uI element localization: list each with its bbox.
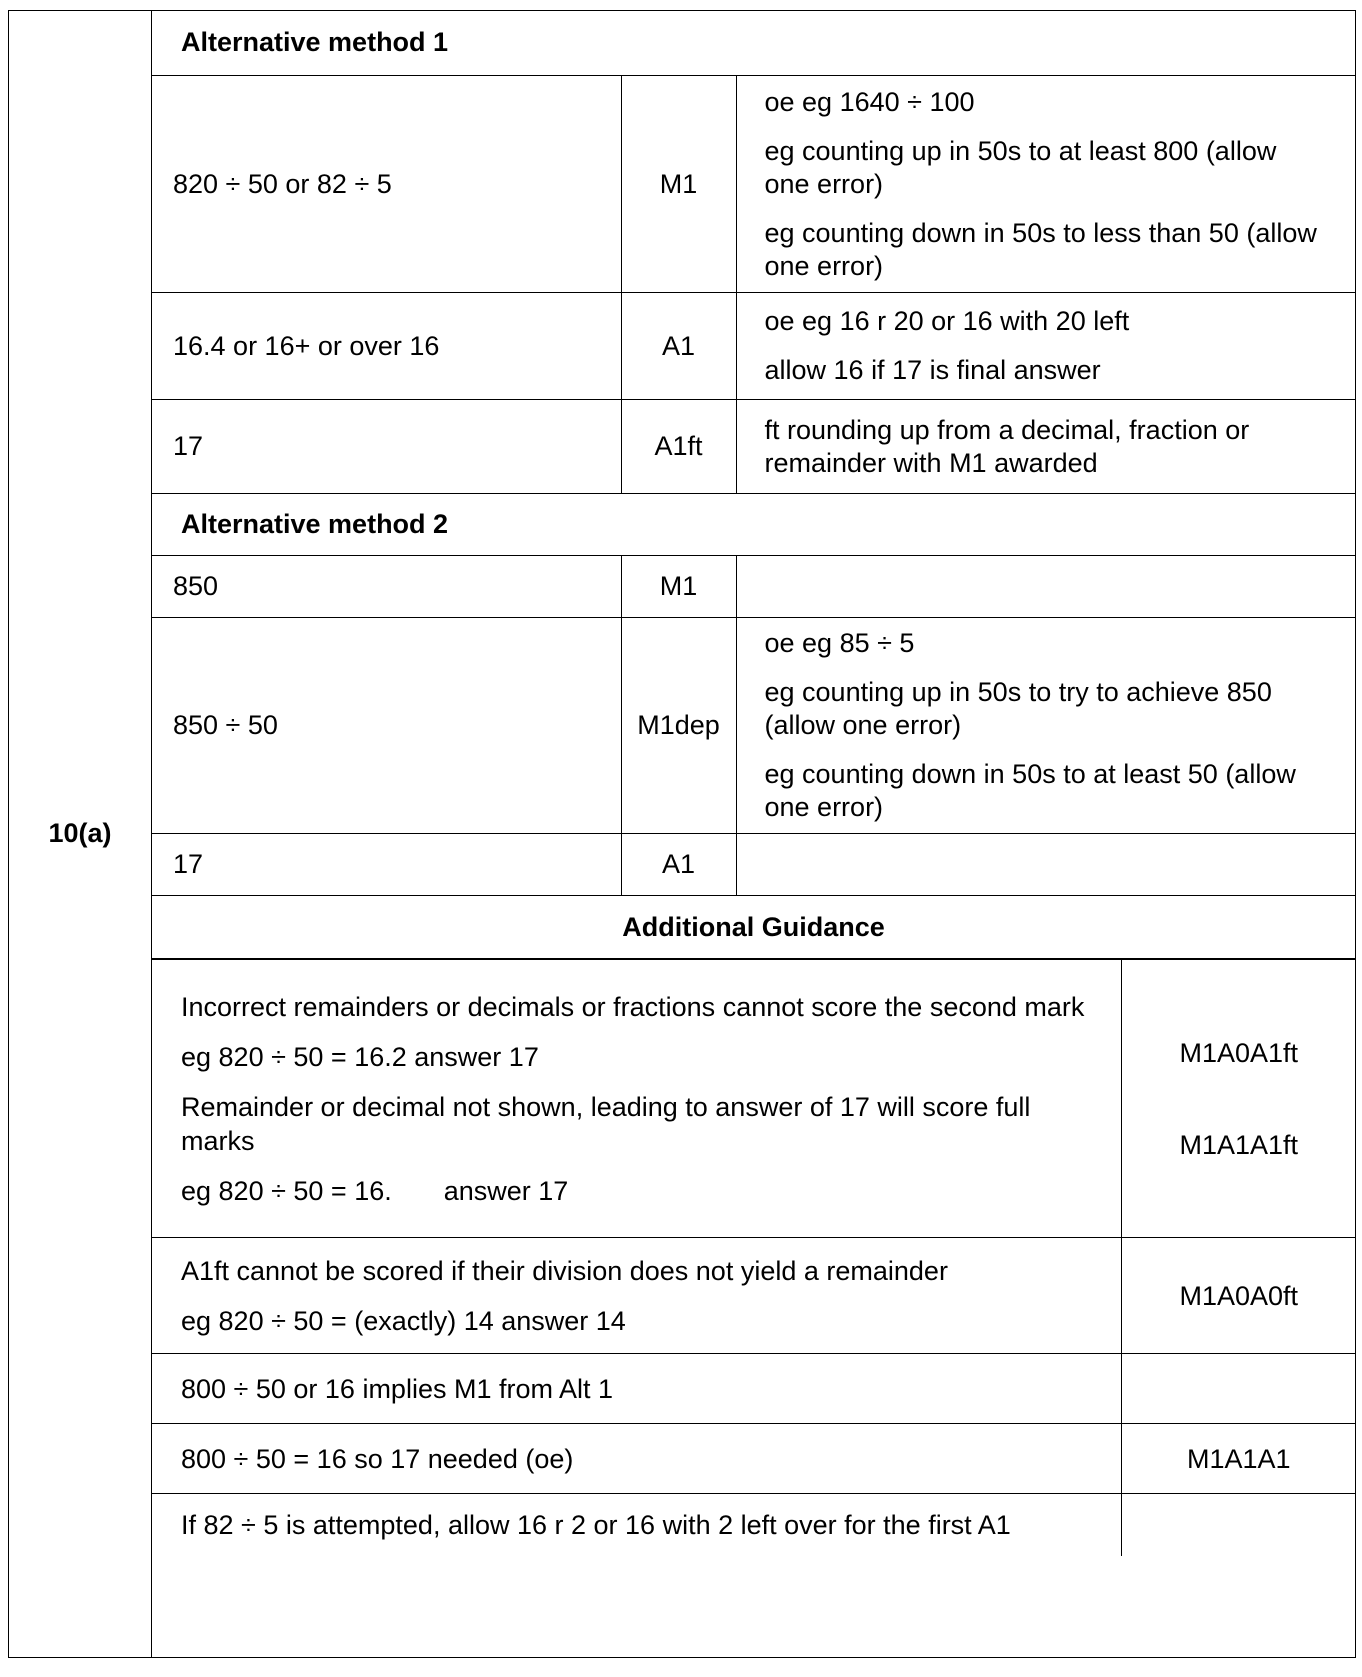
answer-cell: 16.4 or 16+ or over 16 bbox=[151, 293, 621, 400]
guidance-row bbox=[151, 1238, 1356, 1354]
comments-cell bbox=[736, 834, 1356, 896]
guidance-line: eg 820 ÷ 50 = (exactly) 14 answer 14 bbox=[181, 1305, 626, 1336]
guidance-mark-cell bbox=[1121, 1238, 1356, 1354]
comments-cell bbox=[736, 618, 1356, 834]
comment-line: eg counting down in 50s to at least 50 (allow one error) bbox=[764, 759, 1296, 822]
answer-cell: 850 bbox=[151, 556, 621, 618]
comments-cell bbox=[736, 76, 1356, 293]
table-row bbox=[151, 293, 1356, 400]
alt1-heading: Alternative method 1 bbox=[151, 10, 1356, 76]
table-row bbox=[151, 556, 1356, 618]
guidance-line: 800 ÷ 50 or 16 implies M1 from Alt 1 bbox=[181, 1373, 614, 1404]
mark-cell: M1 bbox=[621, 76, 736, 293]
question-number: 10(a) bbox=[48, 818, 112, 848]
guidance-text-cell bbox=[151, 1354, 1121, 1424]
guidance-row bbox=[151, 1354, 1356, 1424]
guidance-mark-cell bbox=[1121, 1494, 1356, 1556]
mark-cell: A1 bbox=[621, 834, 736, 896]
alt2-heading-row bbox=[151, 494, 1356, 556]
guidance-line: If 82 ÷ 5 is attempted, allow 16 r 2 or 16 with 2 left over for the first A1 bbox=[181, 1509, 1011, 1540]
guidance-mark-cell bbox=[1121, 960, 1356, 1238]
guidance-answer: answer 17 bbox=[443, 1175, 569, 1206]
comment-line: eg counting up in 50s to try to achieve 850 (allow one error) bbox=[764, 677, 1272, 740]
guidance-table bbox=[151, 959, 1356, 1556]
guidance-line: Remainder or decimal not shown, leading to answer of 17 will score full marks bbox=[181, 1091, 1031, 1156]
mark-scheme-table bbox=[151, 10, 1356, 1556]
guidance-line: eg 820 ÷ 50 = 16.2 answer 17 bbox=[181, 1041, 539, 1072]
comments-cell bbox=[736, 556, 1356, 618]
guidance-text-cell bbox=[151, 1238, 1121, 1354]
table-row bbox=[151, 618, 1356, 834]
guidance-line: A1ft cannot be scored if their division does not yield a remainder bbox=[181, 1255, 948, 1286]
guidance-line: Incorrect remainders or decimals or fractions cannot score the second mark bbox=[181, 991, 1085, 1022]
guidance-mark-cell bbox=[1121, 1354, 1356, 1424]
answer-cell: 850 ÷ 50 bbox=[151, 618, 621, 834]
guidance-line: 800 ÷ 50 = 16 so 17 needed (oe) bbox=[181, 1443, 574, 1474]
alt2-heading: Alternative method 2 bbox=[151, 494, 1356, 556]
guidance-line bbox=[181, 1174, 1107, 1208]
methods-table bbox=[151, 10, 1356, 959]
answer-cell: 17 bbox=[151, 834, 621, 896]
mark-cell: A1 bbox=[621, 293, 736, 400]
comment-line: oe eg 85 ÷ 5 bbox=[764, 628, 915, 658]
answer-cell: 820 ÷ 50 or 82 ÷ 5 bbox=[151, 76, 621, 293]
table-row bbox=[151, 400, 1356, 494]
guidance-row bbox=[151, 1494, 1356, 1556]
guidance-heading-row bbox=[151, 896, 1356, 959]
alt1-heading-row bbox=[151, 10, 1356, 76]
mark-cell: A1ft bbox=[621, 400, 736, 494]
guidance-mark: M1A1A1 bbox=[1186, 1443, 1291, 1474]
guidance-mark: M1A0A0ft bbox=[1179, 1280, 1299, 1311]
table-row bbox=[151, 76, 1356, 293]
guidance-mark-cell bbox=[1121, 1424, 1356, 1494]
comment-line: ft rounding up from a decimal, fraction or remainder with M1 awarded bbox=[764, 414, 1250, 478]
mark-cell: M1 bbox=[621, 556, 736, 618]
comments-cell bbox=[736, 400, 1356, 494]
answer-cell: 17 bbox=[151, 400, 621, 494]
guidance-row bbox=[151, 960, 1356, 1238]
guidance-mark: M1A1A1ft bbox=[1179, 1129, 1299, 1160]
mark-cell: M1dep bbox=[621, 618, 736, 834]
guidance-text-cell bbox=[151, 1424, 1121, 1494]
comment-line: oe eg 16 r 20 or 16 with 20 left bbox=[764, 306, 1130, 336]
comment-line: oe eg 1640 ÷ 100 bbox=[764, 86, 975, 117]
comments-cell bbox=[736, 293, 1356, 400]
guidance-row bbox=[151, 1424, 1356, 1494]
table-row bbox=[151, 834, 1356, 896]
guidance-mark: M1A0A1ft bbox=[1179, 1037, 1299, 1068]
comment-line: eg counting up in 50s to at least 800 (allow one error) bbox=[764, 135, 1277, 199]
comment-line: eg counting down in 50s to less than 50 (allow one error) bbox=[764, 217, 1317, 281]
guidance-text-cell bbox=[151, 960, 1121, 1238]
comment-line: allow 16 if 17 is final answer bbox=[764, 355, 1101, 385]
guidance-heading: Additional Guidance bbox=[151, 896, 1356, 959]
guidance-example: eg 820 ÷ 50 = 16. bbox=[181, 1175, 392, 1206]
guidance-text-cell bbox=[151, 1494, 1121, 1556]
